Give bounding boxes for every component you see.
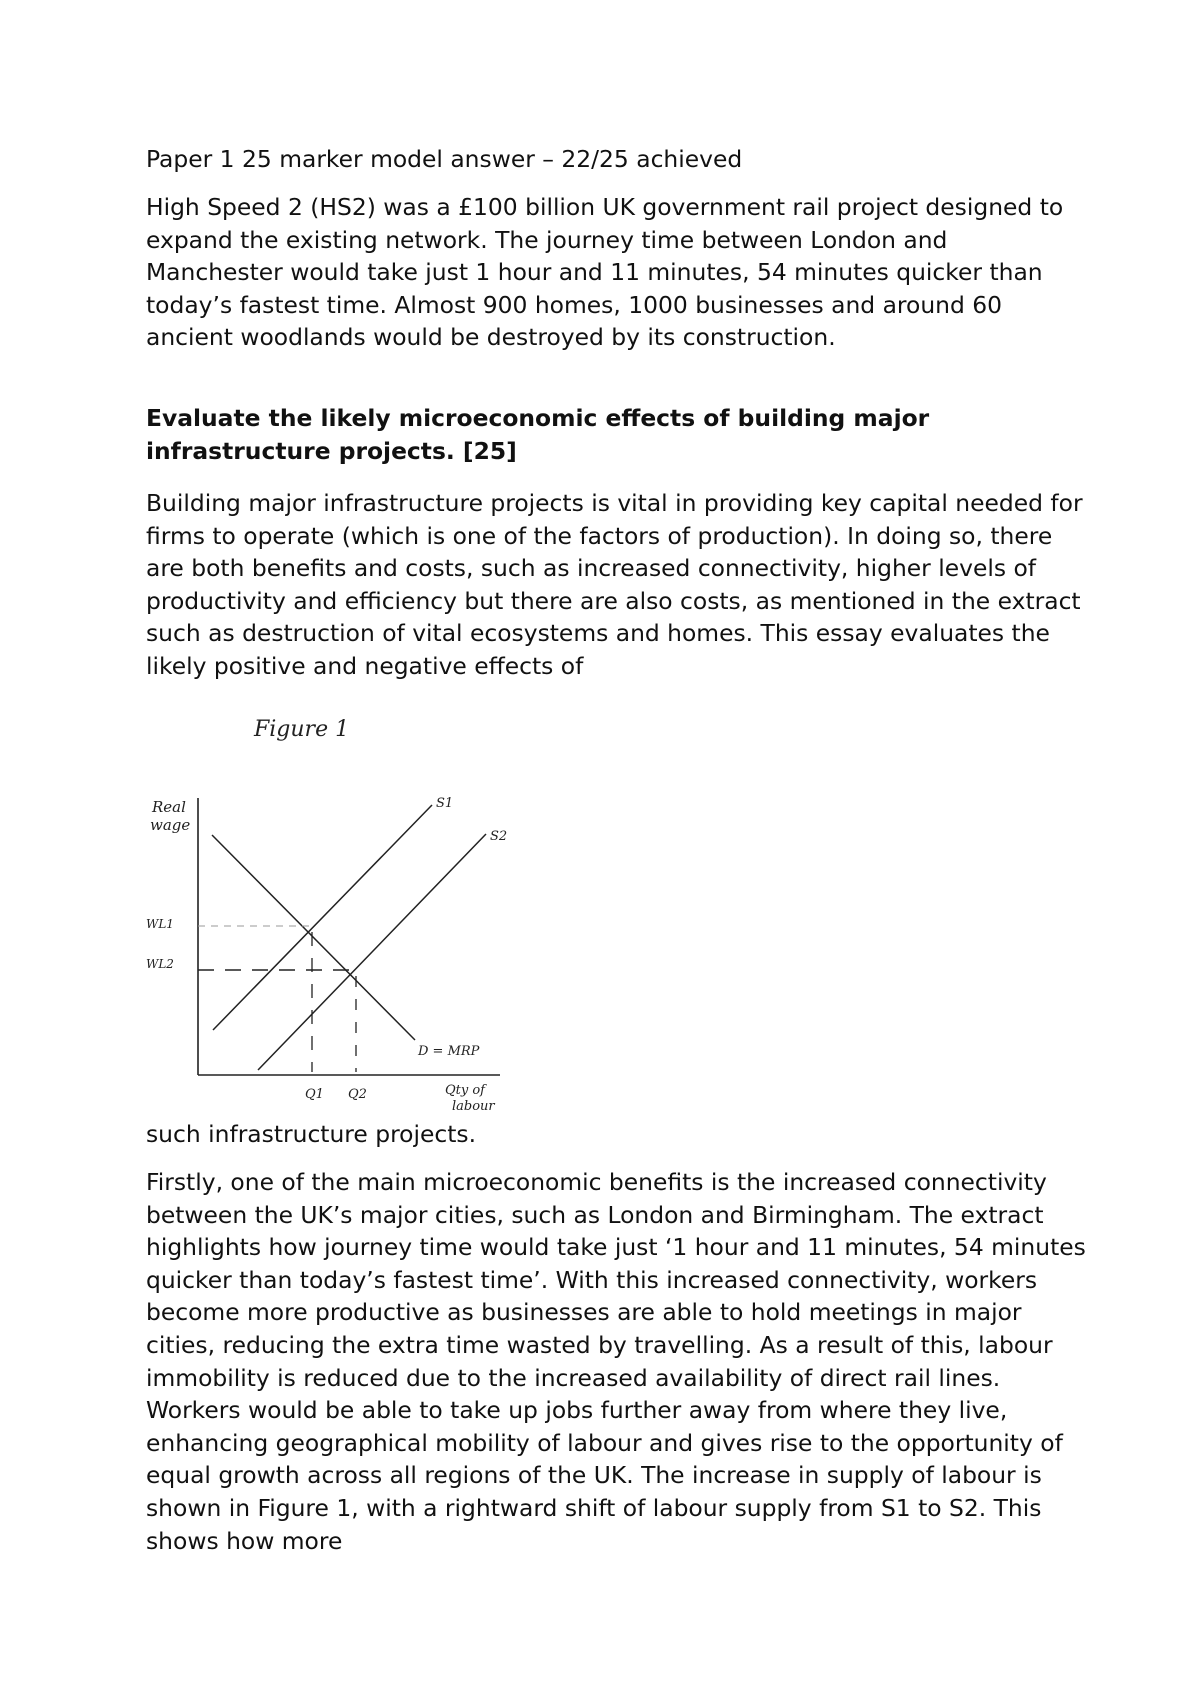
supply-curve-s2	[258, 834, 486, 1070]
intro-paragraph: High Speed 2 (HS2) was a £100 billion UK government rail project designed to expand the existing network. The journey time between London and Manchester would take just 1 hour and 11 minutes, 54 minutes quicker than today’s fastest time. Almost 900 homes, 1000 businesses and around 60 ancient woodlands would be destroyed by its construction.	[146, 193, 1064, 352]
paragraph-introduction: Building major infrastructure projects is vital in providing key capital needed for firms to operate (which is one of the factors of production). In doing so, there are both benefits and costs, such as increased connectivity, higher levels of productivity and efficiency but there are also costs, as mentioned in the extract such as destruction of vital ecosystems and homes. This essay evaluates the likely positive and negative effects of	[146, 489, 1083, 680]
figure-title: Figure 1	[254, 717, 350, 742]
qty-2-label: Q2	[348, 1087, 367, 1102]
demand-curve	[212, 835, 415, 1040]
figure-1-diagram	[140, 700, 520, 1120]
paragraph-introduction-end: such infrastructure projects.	[146, 1120, 477, 1148]
supply-2-label: S2	[490, 829, 508, 844]
demand-label: D = MRP	[418, 1044, 480, 1059]
essay-question: Evaluate the likely microeconomic effects of building major infrastructure projects. [25]	[146, 404, 930, 465]
wage-1-label: WL1	[146, 917, 174, 931]
y-axis-label-real: Real	[152, 798, 186, 816]
supply-1-label: S1	[436, 796, 454, 811]
wage-2-label: WL2	[146, 957, 174, 971]
x-axis-label-labour: labour	[452, 1099, 495, 1114]
labour-market-diagram	[140, 700, 520, 1120]
supply-curve-s1	[213, 805, 432, 1030]
paragraph-connectivity: Firstly, one of the main microeconomic benefits is the increased connectivity between the UK’s major cities, such as London and Birmingham. The extract highlights how journey time would take just ‘1 hour and 11 minutes, 54 minutes quicker than today’s fastest time’. With this increased connectivity, workers become more productive as businesses are able to hold meetings in major cities, reducing the extra time wasted by travelling. As a result of this, labour immobility is reduced due to the increased availability of direct rail lines. Workers would be able to take up jobs further away from where they live, enhancing geographical mobility of labour and gives rise to the opportunity of equal growth across all regions of the UK. The increase in supply of labour is shown in Figure 1, with a rightward shift of labour supply from S1 to S2. This shows how more	[146, 1168, 1086, 1555]
qty-1-label: Q1	[305, 1087, 324, 1102]
document-heading: Paper 1 25 marker model answer – 22/25 achieved	[146, 145, 743, 173]
y-axis-label-wage: wage	[150, 816, 191, 834]
x-axis-label-qty: Qty of	[445, 1083, 485, 1098]
